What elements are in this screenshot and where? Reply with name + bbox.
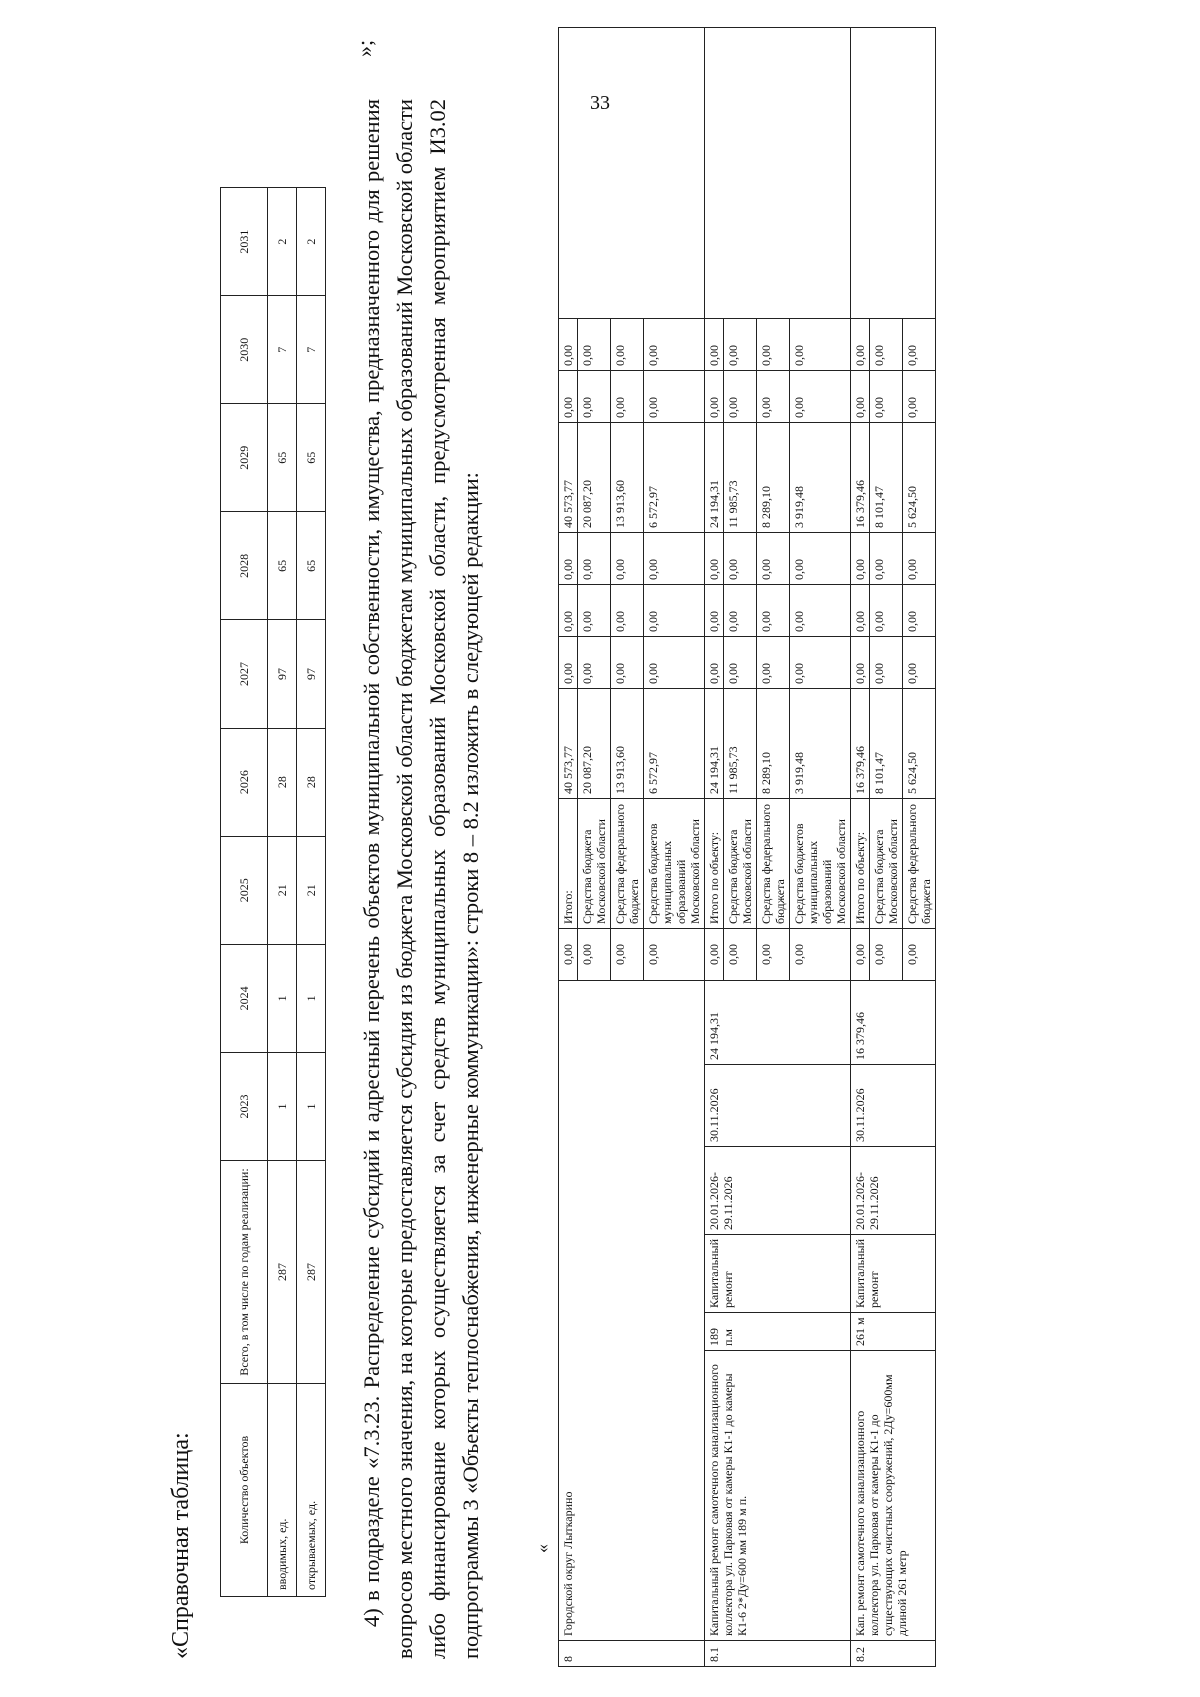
body-paragraph [355, 99, 487, 1659]
cell: 0,00 [724, 532, 757, 584]
row-label: вводимых, ед. [268, 1384, 297, 1597]
cell: 11 985,73 [724, 422, 757, 532]
cell: 0,00 [790, 532, 851, 584]
cell: 7 [297, 296, 326, 404]
header-cell: 2030 [221, 296, 268, 404]
cell: 13 913,60 [611, 422, 644, 532]
header-cell: 2025 [221, 836, 268, 944]
funding-source: Средства федерального бюджета [611, 798, 644, 928]
table-row [705, 28, 724, 1667]
header-cell: 2027 [221, 620, 268, 728]
funding-source: Итого по объекту: [851, 798, 870, 928]
cell: 0,00 [578, 584, 611, 636]
row-number: 8 [559, 1641, 705, 1667]
header-cell: 2024 [221, 944, 268, 1052]
header-cell: 2031 [221, 188, 268, 296]
cell: 5 624,50 [903, 422, 936, 532]
header-cell: Всего, в том числе по годам реализации: [221, 1161, 268, 1384]
object-cost: 16 379,46 [851, 980, 936, 1064]
funding-source: Средства бюджета Московской области [870, 798, 903, 928]
table-row [851, 28, 870, 1667]
cell: 2 [297, 188, 326, 296]
cell: 40 573,77 [559, 688, 578, 798]
cell: 0,00 [851, 584, 870, 636]
cell: 21 [268, 836, 297, 944]
finish-date: 30.11.2026 [705, 1064, 851, 1146]
cell: 0,00 [851, 928, 870, 980]
funding-source: Итого: [559, 798, 578, 928]
paragraph-text: 4) в подразделе «7.3.23. Распределение субсидий и адресный перечень объектов муниципальной собственности, имущества, предназначенного для решения вопросов местного значения, на которые предоставляется субсидия из бюджета Московской области бюджетам муниципальных образований Московской области либо финансирование которых осуществляется за счет средств муниципальных образований Московской области, предусмотренная мероприятием И3.02 подпрограммы 3 «Объекты теплоснабжения, инженерные коммуникации»: строки 8 – 8.2 изложить в следующей редакции: [359, 99, 483, 1659]
row-label: открываемых, ед. [297, 1384, 326, 1597]
row-number: 8.1 [705, 1641, 851, 1667]
cell: 0,00 [757, 532, 790, 584]
cell: 24 194,31 [705, 422, 724, 532]
cell: 0,00 [559, 636, 578, 688]
cell: 8 289,10 [757, 688, 790, 798]
cell: 0,00 [644, 370, 705, 422]
cell: 5 624,50 [903, 688, 936, 798]
cell: 28 [297, 728, 326, 836]
table-row [268, 188, 297, 1597]
cell: 0,00 [790, 318, 851, 370]
cell: 3 919,48 [790, 688, 851, 798]
funding-source: Средства бюджета Московской области [724, 798, 757, 928]
cell: 65 [297, 404, 326, 512]
cell: 0,00 [644, 636, 705, 688]
cell: 0,00 [790, 370, 851, 422]
cell: 0,00 [611, 636, 644, 688]
table-row [559, 28, 578, 1667]
row-number: 8.2 [851, 1641, 936, 1667]
cell: 20 087,20 [578, 688, 611, 798]
funding-source: Средства федерального бюджета [903, 798, 936, 928]
cell: 0,00 [705, 370, 724, 422]
header-cell: 2023 [221, 1052, 268, 1160]
funding-source: Средства федерального бюджета [757, 798, 790, 928]
cell: 6 572,97 [644, 422, 705, 532]
cell: 13 913,60 [611, 688, 644, 798]
cell: 0,00 [757, 318, 790, 370]
cell: 0,00 [757, 636, 790, 688]
cell: 8 101,47 [870, 688, 903, 798]
cell: 0,00 [705, 532, 724, 584]
cell: 0,00 [724, 636, 757, 688]
cell: 0,00 [790, 584, 851, 636]
funding-source: Средства бюджетов муниципальных образований Московской области [644, 798, 705, 928]
cell: 0,00 [559, 318, 578, 370]
distribution-table [558, 27, 936, 1667]
reference-table-header-row [221, 188, 268, 1597]
cell: 0,00 [870, 318, 903, 370]
cell: 40 573,77 [559, 422, 578, 532]
cell: 0,00 [705, 318, 724, 370]
cell: 0,00 [757, 370, 790, 422]
cell: 1 [297, 1052, 326, 1160]
cell: 0,00 [559, 928, 578, 980]
cell: 0,00 [851, 370, 870, 422]
cell: 28 [268, 728, 297, 836]
work-type: Капитальный ремонт [851, 1234, 936, 1312]
empty-cell [559, 28, 705, 319]
cell: 0,00 [644, 532, 705, 584]
cell: 65 [268, 404, 297, 512]
cell: 0,00 [903, 584, 936, 636]
cell: 0,00 [903, 636, 936, 688]
capacity: 189 п.м [705, 1313, 851, 1351]
work-type: Капитальный ремонт [705, 1234, 851, 1312]
funding-source: Средства бюджета Московской области [578, 798, 611, 928]
cell: 0,00 [851, 318, 870, 370]
funding-source: Средства бюджетов муниципальных образований Московской области [790, 798, 851, 928]
funding-source: Итого по объекту: [705, 798, 724, 928]
cell: 0,00 [870, 584, 903, 636]
cell: 0,00 [790, 928, 851, 980]
cell: 0,00 [724, 928, 757, 980]
work-period: 20.01.2026-29.11.2026 [705, 1146, 851, 1234]
cell: 0,00 [870, 928, 903, 980]
reference-table [220, 187, 326, 1597]
capacity: 261 м [851, 1313, 936, 1351]
cell: 0,00 [644, 928, 705, 980]
cell: 0,00 [578, 318, 611, 370]
cell: 0,00 [611, 318, 644, 370]
cell: 0,00 [757, 584, 790, 636]
cell: 0,00 [705, 636, 724, 688]
cell: 0,00 [724, 318, 757, 370]
cell: 0,00 [578, 370, 611, 422]
cell: 0,00 [644, 318, 705, 370]
cell: 11 985,73 [724, 688, 757, 798]
cell: 0,00 [611, 532, 644, 584]
work-period: 20.01.2026-29.11.2026 [851, 1146, 936, 1234]
cell: 8 289,10 [757, 422, 790, 532]
cell: 2 [268, 188, 297, 296]
header-cell: 2029 [221, 404, 268, 512]
cell: 0,00 [578, 928, 611, 980]
cell: 21 [297, 836, 326, 944]
cell: 65 [268, 512, 297, 620]
cell: 0,00 [903, 928, 936, 980]
cell: 0,00 [790, 636, 851, 688]
cell: 0,00 [559, 370, 578, 422]
cell: 97 [297, 620, 326, 728]
finish-date: 30.11.2026 [851, 1064, 936, 1146]
cell: 1 [297, 944, 326, 1052]
cell: 0,00 [644, 584, 705, 636]
cell: 16 379,46 [851, 688, 870, 798]
cell: 1 [268, 1052, 297, 1160]
page-number: 33 [590, 92, 610, 114]
cell: 8 101,47 [870, 422, 903, 532]
cell: 0,00 [870, 370, 903, 422]
cell: 24 194,31 [705, 688, 724, 798]
cell: 0,00 [757, 928, 790, 980]
header-cell: 2028 [221, 512, 268, 620]
cell: 0,00 [559, 584, 578, 636]
header-cell: Количество объектов [221, 1384, 268, 1597]
opening-quote: « [532, 1544, 552, 1553]
cell: 0,00 [851, 636, 870, 688]
municipality-name: Городской округ Лыткарино [559, 980, 705, 1640]
cell: 16 379,46 [851, 422, 870, 532]
cell: 0,00 [903, 532, 936, 584]
object-cost: 24 194,31 [705, 980, 851, 1064]
reference-table-title: «Справочная таблица: [168, 1432, 194, 1659]
cell: 0,00 [559, 532, 578, 584]
cell: 287 [268, 1161, 297, 1384]
object-name: Кап. ремонт самотечного канализационного коллектора ул. Парковая от камеры К1-1 до существующих очистных сооружений, 2Ду=600мм длиной 261 метр [851, 1351, 936, 1641]
cell: 0,00 [870, 532, 903, 584]
cell: 287 [297, 1161, 326, 1384]
cell: 0,00 [611, 370, 644, 422]
cell: 0,00 [724, 370, 757, 422]
closing-quote: »; [352, 39, 377, 57]
cell: 0,00 [903, 370, 936, 422]
cell: 0,00 [705, 928, 724, 980]
cell: 0,00 [705, 584, 724, 636]
cell: 0,00 [611, 584, 644, 636]
cell: 0,00 [724, 584, 757, 636]
cell: 6 572,97 [644, 688, 705, 798]
header-cell: 2026 [221, 728, 268, 836]
empty-cell [851, 28, 936, 319]
cell: 7 [268, 296, 297, 404]
cell: 97 [268, 620, 297, 728]
cell: 1 [268, 944, 297, 1052]
empty-cell [705, 28, 851, 319]
cell: 65 [297, 512, 326, 620]
cell: 0,00 [851, 532, 870, 584]
table-row [297, 188, 326, 1597]
object-name: Капитальный ремонт самотечного канализационного коллектора ул. Парковая от камеры К1-1 до камеры К1-6 2*Ду=600 мм 189 м п. [705, 1351, 851, 1641]
cell: 3 919,48 [790, 422, 851, 532]
cell: 0,00 [870, 636, 903, 688]
cell: 20 087,20 [578, 422, 611, 532]
cell: 0,00 [578, 532, 611, 584]
cell: 0,00 [903, 318, 936, 370]
cell: 0,00 [611, 928, 644, 980]
cell: 0,00 [578, 636, 611, 688]
